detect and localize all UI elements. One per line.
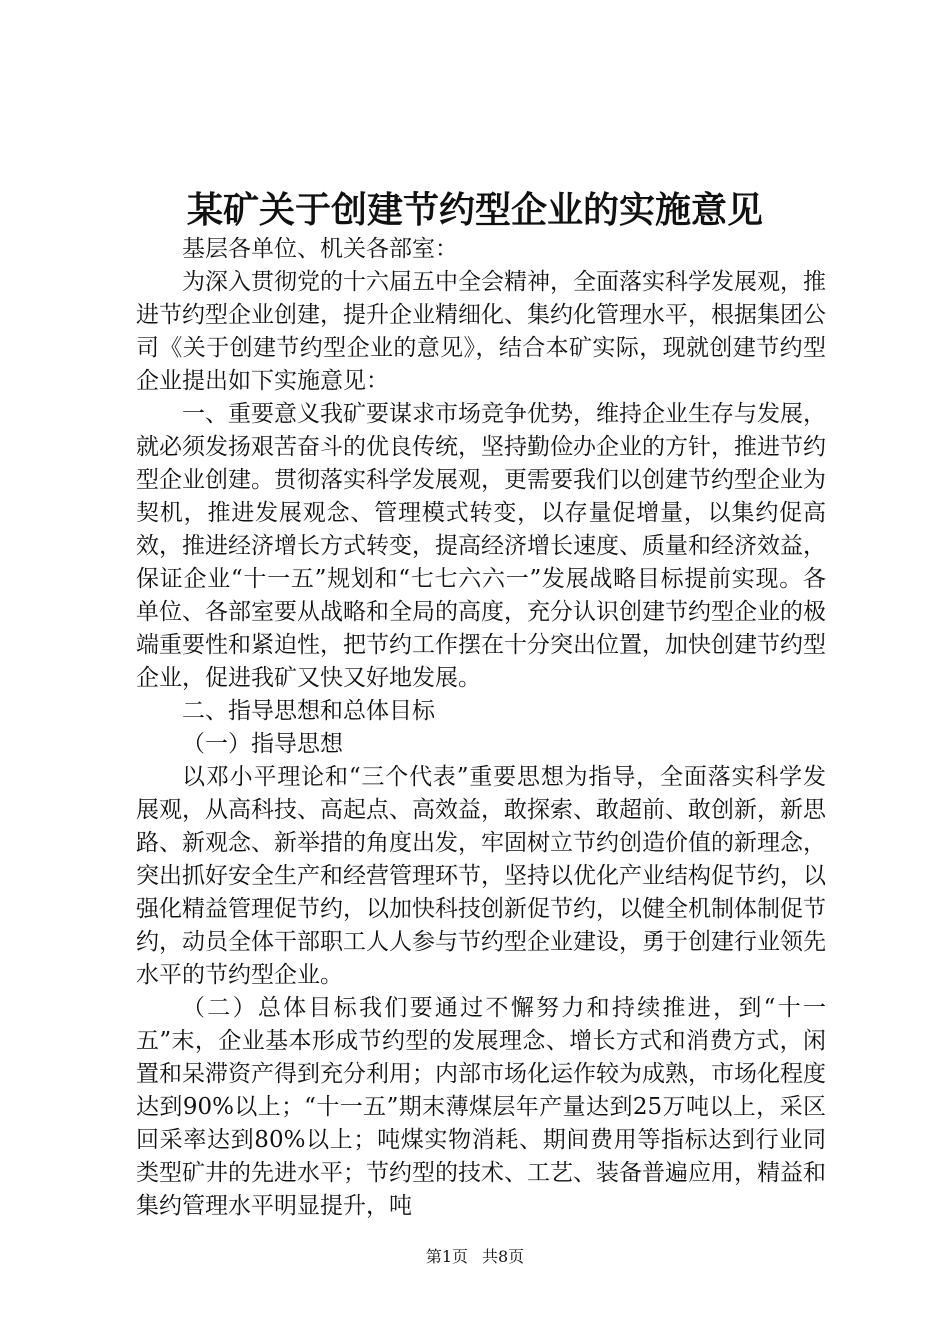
page-number: 第1页 [425, 1247, 468, 1266]
intro-paragraph: 为深入贯彻党的十六届五中全会精神，全面落实科学发展观，推进节约型企业创建，提升企业精细化、集约化管理水平，根据集团公司《关于创建节约型企业的意见》，结合本矿实际，现就创建节约型企业提出如下实施意见： [136, 269, 826, 394]
section-heading: 二、指导思想和总体目标 [182, 698, 435, 724]
document-title: 某矿关于创建节约型企业的实施意见 [186, 189, 763, 231]
document-body [136, 233, 826, 1223]
guiding-ideology-paragraph: 以邓小平理论和“三个代表”重要思想为指导，全面落实科学发展观，从高科技、高起点、高效益，敢探索、敢超前、敢创新，新思路、新观念、新举措的角度出发，牢固树立节约创造价值的新理念，突出抓好安全生产和经营管理环节，坚持以优化产业结构促节约，以强化精益管理促节约，以加快科技创新促节约，以健全机制体制促节约，动员全体干部职工人人参与节约型企业建设，勇于创建行业领先水平的节约型企业。 [136, 764, 826, 988]
overall-goal-paragraph: （二）总体目标我们要通过不懈努力和持续推进，到“十一五”末，企业基本形成节约型的发展理念、增长方式和消费方式，闲置和呆滞资产得到充分利用；内部市场化运作较为成熟，市场化程度达到90%以上；“十一五”期末薄煤层年产量达到25万吨以上，采区回采率达到80%以上；吨煤实物消耗、期间费用等指标达到行业同类型矿井的先进水平；节约型的技术、工艺、装备普遍应用，精益和集约管理水平明显提升，吨 [136, 995, 826, 1219]
section-importance-paragraph: 一、重要意义我矿要谋求市场竞争优势，维持企业生存与发展，就必须发扬艰苦奋斗的优良传统，坚持勤俭办企业的方针，推进节约型企业创建。贯彻落实科学发展观，更需要我们以创建节约型企业为契机，推进发展观念、管理模式转变，以存量促增量，以集约促高效，推进经济增长方式转变，提高经济增长速度、质量和经济效益，保证企业“十一五”规划和“七七六六一”发展战略目标提前实现。各单位、各部室要从战略和全局的高度，充分认识创建节约型企业的极端重要性和紧迫性，把节约工作摆在十分突出位置，加快创建节约型企业，促进我矿又快又好地发展。 [136, 401, 826, 691]
page-footer [0, 1246, 950, 1268]
salutation-paragraph: 基层各单位、机关各部室： [182, 236, 458, 262]
page-total: 共8页 [482, 1247, 525, 1266]
subsection-heading: （一）指导思想 [182, 731, 343, 757]
